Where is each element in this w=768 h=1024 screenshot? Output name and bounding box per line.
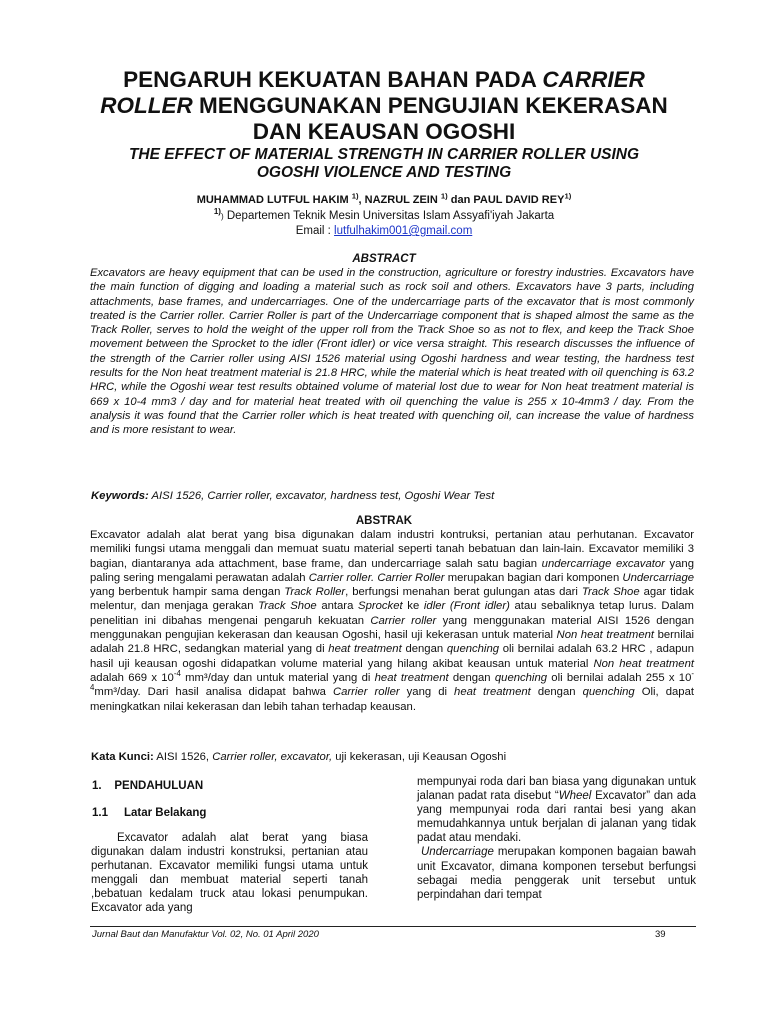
- keywords: Keywords: AISI 1526, Carrier roller, excavator, hardness test, Ogoshi Wear Test: [91, 490, 495, 502]
- subsection-heading-latar-belakang: 1.1 Latar Belakang: [92, 807, 207, 819]
- author-list: MUHAMMAD LUTFUL HAKIM $^{1)}$, NAZRUL ZEIN $^{1)}$ dan PAUL DAVID REY$^{1)}$: [196, 191, 572, 206]
- abstrak-indonesian: Excavator adalah alat berat yang bisa digunakan dalam industri kontruksi, pertanian atau perhutanan. Excavator memiliki fungsi utama menggali dan memuat suatu material seperti tanah bebatuan dan lain-lain. Excavator memiliki 3 bagian, diantaranya ada attachment, base frame, dan undercarriage salah satu bagian undercarriage excavator yang paling sering mengalami perawatan adalah Carrier roller. Carrier Roller merupakan bagian dari komponen Undercarriage yang berbentuk hampir sama dengan Track Roller, berfungsi menahan berat gulungan atas dari Track Shoe agar tidak melentur, dan menjaga gerakan Track Shoe antara Sprocket ke idler (Front idler) atau sebaliknya tetap lurus. Dalam penelitian ini dibahas mengenai pengaruh kekuatan Carrier roller yang menggunakan material AISI 1526 dengan menggunakan pengujian kekerasan dan keausan Ogoshi, hasil uji kekerasan untuk material Non heat treatment bernilai adalah 21.8 HRC, sedangkan material yang di heat treatment dengan quenching oli bernilai adalah 63.2 HRC , adapun hasil uji keausan ogoshi didapatkan volume material yang hilang akibat keausan untuk material Non heat treatment adalah 669 x $10^{-4}$ mm³/day dan untuk material yang di heat treatment dengan quenching oli bernilai adalah 255 x $10^{-4}mm^3$/day. Dari hasil analisa didapat bahwa Carrier roller yang di heat treatment dengan quenching Oli, dapat meningkatkan nilai kekerasan dan lebih tahan terhadap keausan.: [90, 529, 695, 713]
- email-line: Email : lutfulhakim001@gmail.com: [295, 225, 473, 237]
- page-number: 39: [655, 929, 666, 940]
- body-column-left: [91, 831, 368, 916]
- section-heading-pendahuluan: 1. PENDAHULUAN: [92, 780, 204, 792]
- paragraph: Excavator adalah alat berat yang biasa digunakan dalam industri konstruksi, pertanian atau perhutanan. Excavator memiliki fungsi utama untuk menggali dan membuat material seperti tanah ,bebatuan kedalam truck atau lokasi penumpukan. Excavator ada yang: [91, 832, 368, 915]
- footer-journal: Jurnal Baut dan Manufaktur Vol. 02, No. 01 April 2020: [92, 929, 319, 940]
- abstract-english: Excavators are heavy equipment that can be used in the construction, agriculture or forestry industries. Excavators have the main function of digging and loading a material such as rock soil and others. Excavators have 3 parts, including attachments, base frames, and undercarriages. One of the undercarriage parts of the excavator that is most commonly treated is the Carrier roller. Carrier Roller is part of the Undercarriage component that is shaped almost the same as the Track Roller, serves to hold the weight of the upper roll from the Track Shoe so as not to flex, and keep the Track Shoe movement between the Sprocket to the idler (Front idler) or vice versa straight. This research discusses the influence of the strength of the Carrier roller using AISI 1526 material using Ogoshi hardness and wear testing, the hardness test results for the Non heat treatment material is 21.8 HRC, while the material which is heat treated with oil quenching is 63.2 HRC, while the Ogoshi wear test results obtained volume of material lost due to wear for Non heat treatment material is 669 x 10-4 mm3 / day and for material heat treated with oil quenching the value is 255 x 10-4mm3 / day. From the analysis it was found that the Carrier roller which is heat treated with quenching oil, can increase the value of hardness and is more resistant to wear.: [90, 267, 694, 437]
- affiliation: $^{1)}$) Departemen Teknik Mesin Universitas Islam Assyafi'iyah Jakarta: [213, 207, 555, 222]
- kata-kunci: Kata Kunci: AISI 1526, Carrier roller, excavator, uji kekerasan, uji Keausan Ogoshi: [91, 751, 507, 763]
- paragraph: mempunyai roda dari ban biasa yang digunakan untuk jalanan padat rata disebut “Wheel Excavator” dan ada yang mempunyai roda dari rantai besi yang akan memudahkannya untuk berjalan di jalanan yang tidak padat atau mendaki.: [417, 776, 696, 845]
- footer-divider: [90, 926, 696, 927]
- body-column-right: [417, 775, 696, 902]
- abstrak-heading: ABSTRAK: [355, 515, 413, 527]
- paper-title: PENGARUH KEKUATAN BAHAN PADA CARRIER ROLLER MENGGUNAKAN PENGUJIAN KEKERASAN DAN KEAUSAN OGOSHI: [100, 67, 668, 144]
- paper-title-english: THE EFFECT OF MATERIAL STRENGTH IN CARRIER ROLLER USING OGOSHI VIOLENCE AND TESTING: [128, 146, 640, 181]
- paragraph: Undercarriage merupakan komponen bagaian bawah unit Excavator, dimana komponen tersebut berfungsi sebagai media penggerak unit tersebut untuk perpindahan dari tempat: [417, 846, 696, 901]
- email-link[interactable]: lutfulhakim001@gmail.com: [334, 225, 473, 237]
- abstract-heading: ABSTRACT: [352, 253, 416, 265]
